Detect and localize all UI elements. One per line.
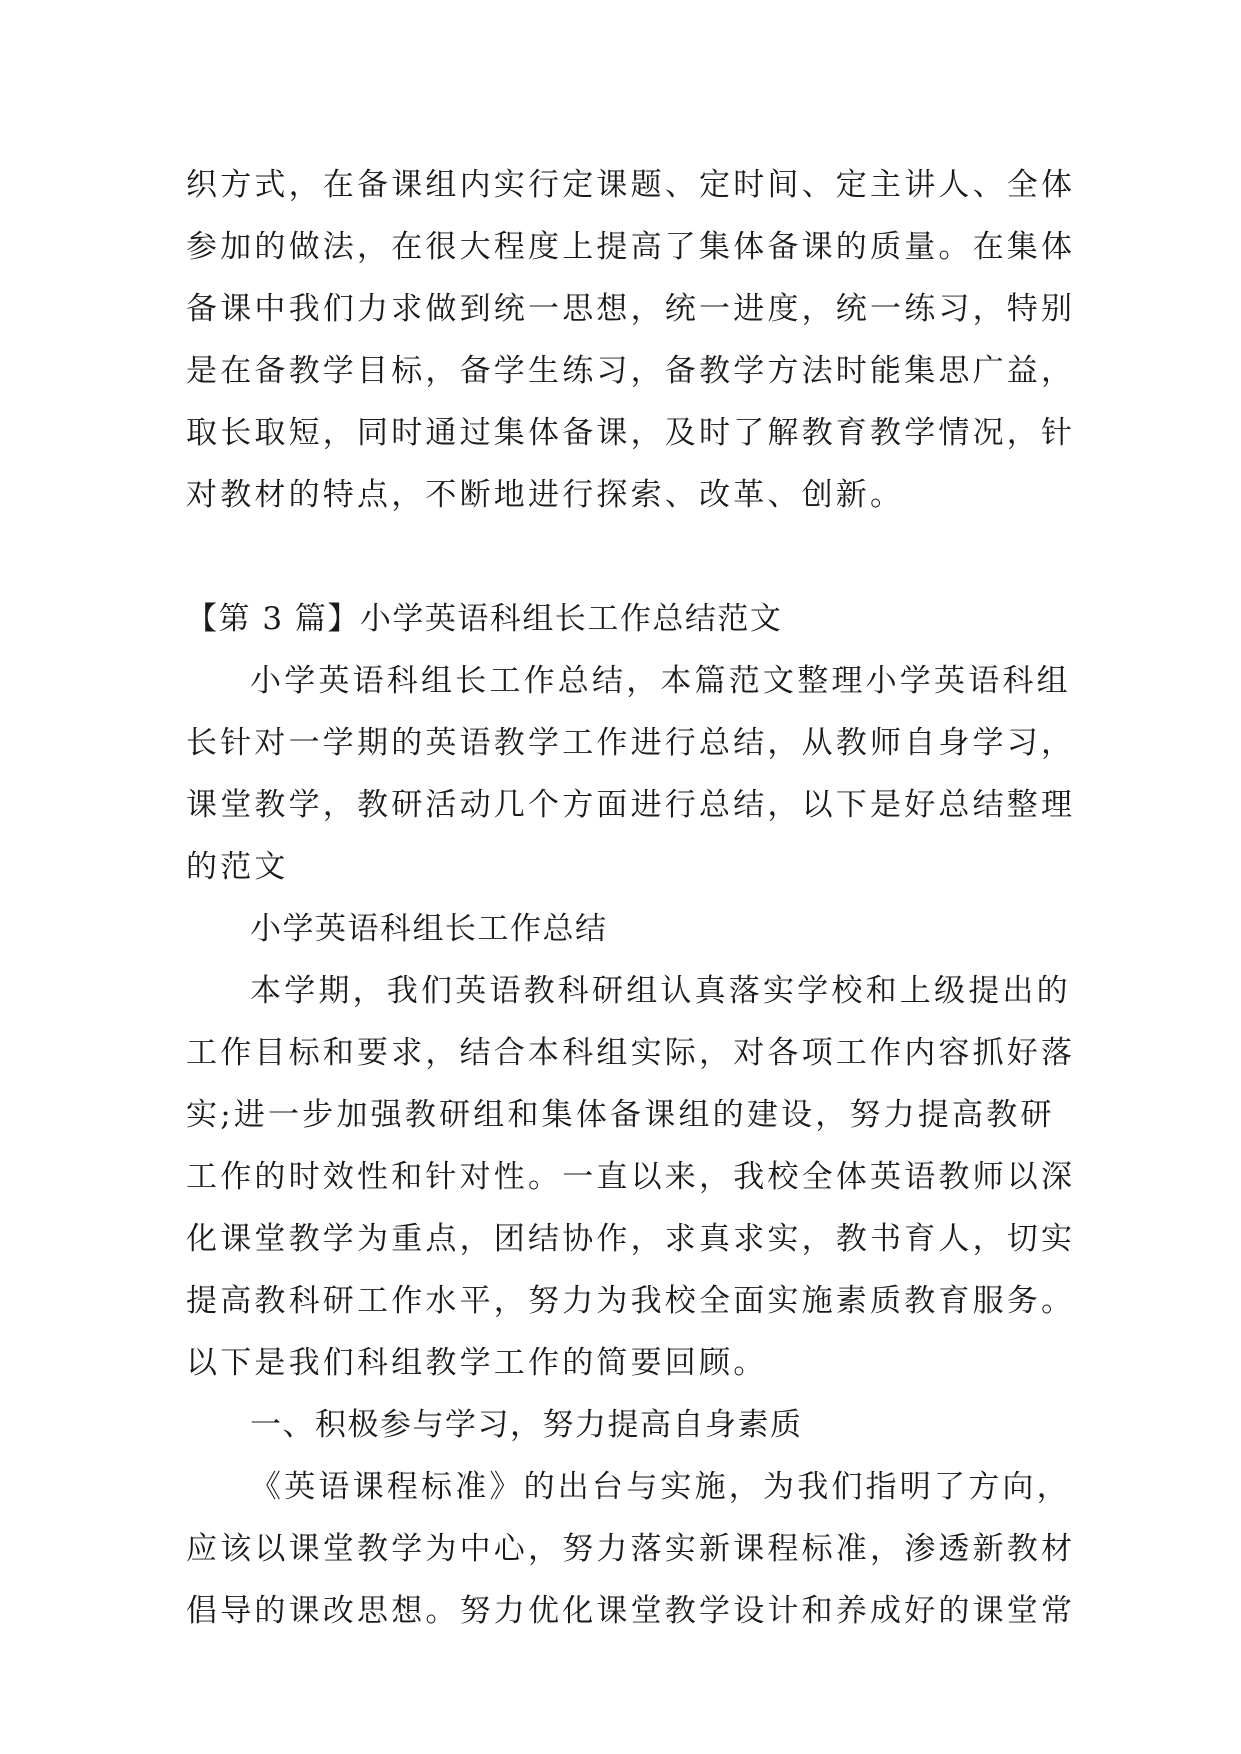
intro-line: 课堂教学，教研活动几个方面进行总结，以下是好总结整理 xyxy=(186,787,1076,823)
paragraph-line: 织方式，在备课组内实行定课题、定时间、定主讲人、全体 xyxy=(186,167,1076,203)
paragraph-line: 备课中我们力求做到统一思想，统一进度，统一练习，特别 xyxy=(186,291,1076,327)
intro-line: 小学英语科组长工作总结，本篇范文整理小学英语科组 xyxy=(250,663,1071,699)
section-line: 《英语课程标准》的出台与实施，为我们指明了方向， xyxy=(250,1469,1071,1505)
paragraph-line: 参加的做法，在很大程度上提高了集体备课的质量。在集体 xyxy=(186,229,1076,265)
body-line: 提高教科研工作水平，努力为我校全面实施素质教育服务。 xyxy=(186,1283,1076,1319)
intro-line: 长针对一学期的英语教学工作进行总结，从教师自身学习， xyxy=(186,725,1076,761)
section-gap xyxy=(186,526,1066,588)
section-title: 一、积极参与学习，努力提高自身素质 xyxy=(250,1407,803,1443)
article-heading: 【第 3 篇】小学英语科组长工作总结范文 xyxy=(186,601,783,637)
body-line: 本学期，我们英语教科研组认真落实学校和上级提出的 xyxy=(250,973,1071,1009)
paragraph-line: 对教材的特点，不断地进行探索、改革、创新。 xyxy=(186,477,905,513)
paragraph-line: 是在备教学目标，备学生练习，备教学方法时能集思广益， xyxy=(186,353,1076,389)
section-line: 应该以课堂教学为中心，努力落实新课程标准，渗透新教材 xyxy=(186,1531,1076,1567)
body-line: 工作的时效性和针对性。一直以来，我校全体英语教师以深 xyxy=(186,1159,1076,1195)
body-line: 工作目标和要求，结合本科组实际，对各项工作内容抓好落 xyxy=(186,1035,1076,1071)
article-subtitle: 小学英语科组长工作总结 xyxy=(250,911,608,947)
page-content xyxy=(186,154,1076,1642)
body-line: 以下是我们科组教学工作的简要回顾。 xyxy=(186,1345,768,1381)
body-line: 化课堂教学为重点，团结协作，求真求实，教书育人，切实 xyxy=(186,1221,1076,1257)
section-line: 倡导的课改思想。努力优化课堂教学设计和养成好的课堂常 xyxy=(186,1593,1076,1629)
intro-line: 的范文 xyxy=(186,849,289,885)
body-line: 实;进一步加强教研组和集体备课组的建设，努力提高教研 xyxy=(186,1097,1055,1133)
paragraph-line: 取长取短，同时通过集体备课，及时了解教育教学情况，针 xyxy=(186,415,1076,451)
